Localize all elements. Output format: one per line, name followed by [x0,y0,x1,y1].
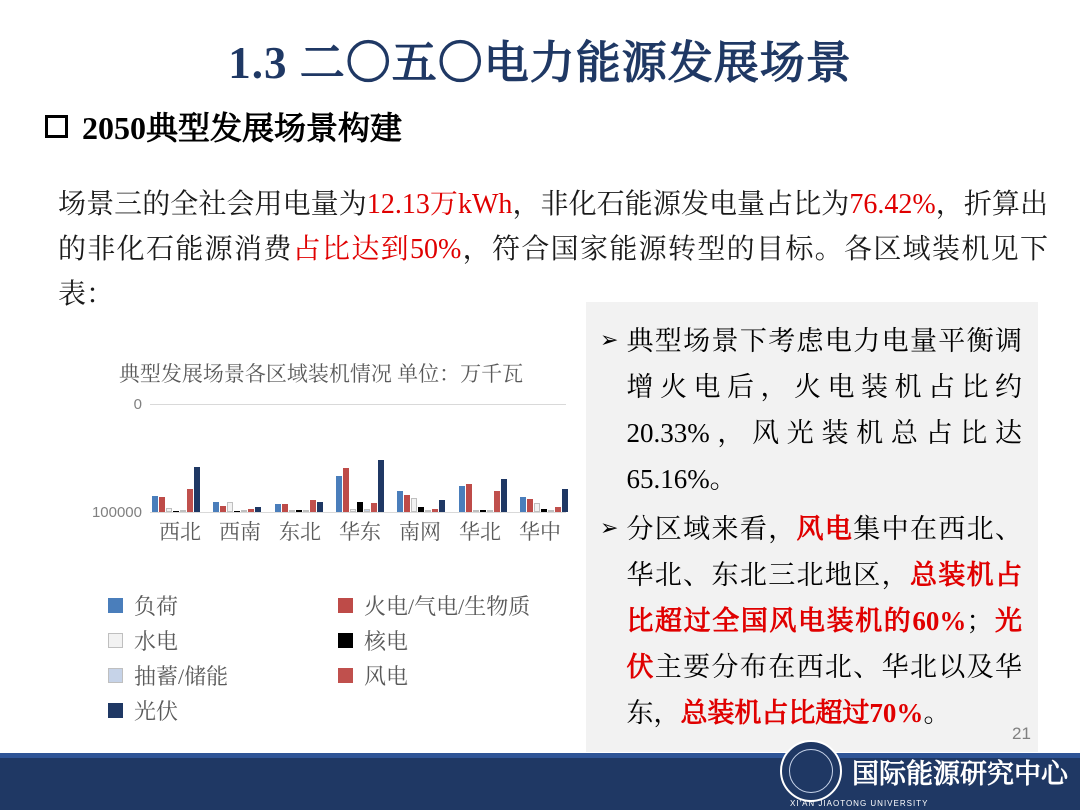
bar [296,510,302,512]
bar [350,509,356,512]
brand-logo-sublabel: XI'AN JIAOTONG UNIVERSITY [790,799,929,808]
x-axis-tick-label: 东北 [279,520,321,544]
bar [425,510,431,512]
callout-plain: 集中在西北、华北、东北三北地区， [626,514,1023,590]
bar [520,497,526,512]
bar [555,507,561,512]
x-axis-tick-label: 华东 [339,520,381,544]
legend-item [108,693,338,728]
legend-swatch-icon [108,703,123,718]
x-axis-tick-label: 西北 [159,520,201,544]
bar [364,509,370,512]
legend-item [338,588,568,623]
body-highlight-2: 76.42% [849,189,936,220]
legend-label: 火电/气电/生物质 [364,594,531,619]
legend-swatch-icon [338,668,353,683]
callout-item [600,506,1022,736]
body-paragraph [58,182,1048,317]
chart-bars [152,404,568,512]
legend-label: 抽蓄/储能 [134,664,229,689]
bar [541,509,547,512]
bar [187,489,193,512]
square-bullet-icon [45,115,68,138]
arrow-bullet-icon: ➢ [600,328,619,353]
bar [303,510,309,512]
legend-label: 负荷 [134,594,179,619]
callout-text [626,506,1022,736]
bar [159,497,165,512]
bar-group [152,404,200,512]
bar-group [336,404,384,512]
body-highlight-3: 占比达到50% [292,234,462,265]
bar [439,500,445,512]
bar [234,511,240,512]
bar [562,489,568,512]
legend-label: 核电 [364,629,409,654]
bar [418,507,424,512]
brand-logo-label: 国际能源研究中心 [852,758,1068,789]
body-text-part-3: ，折算出的非化石能源消费 [58,189,1048,265]
legend-item [108,623,338,658]
bar [411,498,417,512]
section-heading-label: 2050典型发展场景构建 [82,110,403,146]
callout-highlight: 总装机占比超过全国风电装机的60% [626,560,1023,636]
bar [487,510,493,512]
section-heading [45,103,402,149]
bar [466,484,472,512]
x-axis-tick-label: 南网 [399,520,441,544]
bar [227,502,233,512]
page-number: 21 [1012,724,1031,743]
chart-region [66,358,576,544]
bar [548,510,554,512]
bar [152,496,158,512]
gridline-bottom [150,512,566,513]
bar [343,468,349,512]
bar [501,479,507,512]
x-axis-tick-label: 西南 [219,520,261,544]
bar-group [520,404,568,512]
bar [432,509,438,512]
legend-item [338,658,568,693]
chart-plot-area [66,396,576,544]
bar [527,499,533,512]
university-seal-icon [780,740,842,802]
bar-group [275,404,323,512]
callout-panel [586,302,1038,752]
callout-text [626,318,1022,502]
x-axis-tick-label: 华中 [519,520,561,544]
legend-item [338,623,568,658]
bar-group [397,404,445,512]
legend-label: 水电 [134,629,179,654]
callout-highlight: 光伏 [626,606,1023,682]
bar [404,495,410,512]
body-text-part-2: ，非化石能源发电量占比为 [512,189,850,220]
bar [275,504,281,512]
bar [220,506,226,512]
chart-legend [108,588,568,728]
legend-swatch-icon [108,633,123,648]
bar [494,491,500,512]
bar [473,510,479,512]
legend-label: 光伏 [134,699,179,724]
legend-swatch-icon [108,598,123,613]
bar [194,467,200,512]
arrow-bullet-icon: ➢ [600,516,619,541]
legend-item [108,588,338,623]
page-title: 1.3 二〇五〇电力能源发展场景 [228,38,852,88]
x-axis-tick-label: 华北 [459,520,501,544]
bar [180,510,186,512]
bar [213,502,219,512]
bar [289,510,295,512]
callout-plain: 分区域来看， [626,514,797,544]
bar-group [213,404,261,512]
legend-label: 风电 [364,664,409,689]
legend-swatch-icon [108,668,123,683]
bar [336,476,342,512]
bar [534,503,540,512]
bar [459,486,465,512]
bar [310,500,316,512]
brand-logo [780,740,1068,802]
bar [397,491,403,512]
callout-item [600,318,1022,502]
bar [173,511,179,512]
callout-plain: 主要分布在西北、华北以及华东， [626,652,1023,728]
y-axis-tick-max: 0 [133,396,142,413]
bar [317,502,323,512]
legend-swatch-icon [338,598,353,613]
bar [255,507,261,512]
callout-plain: 典型场景下考虑电力电量平衡调增火电后，火电装机占比约20.33%，风光装机总占比达65.16%。 [626,326,1022,494]
callout-plain: 。 [923,698,951,728]
chart-title: 典型发展场景各区域装机情况 单位：万千瓦 [118,362,524,386]
bar [282,504,288,512]
callout-highlight: 总装机占比超过70% [680,698,924,728]
body-text-part-4: ，符合国家能源转型的目标。各区域装机见下表： [58,234,1048,310]
bar [248,509,254,512]
bar [480,510,486,512]
bar [371,503,377,512]
bar [357,502,363,512]
body-text-part-1: 场景三的全社会用电量为 [58,189,367,220]
bar [378,460,384,512]
bar [166,508,172,512]
legend-swatch-icon [338,633,353,648]
x-axis-labels [152,516,568,546]
body-highlight-1: 12.13万kWh [366,189,513,220]
legend-item [108,658,338,693]
y-axis-tick-min: 100000 [91,504,142,521]
bar-group [459,404,507,512]
callout-highlight: 风电 [796,514,854,544]
callout-plain: ； [966,606,994,636]
bar [241,510,247,512]
